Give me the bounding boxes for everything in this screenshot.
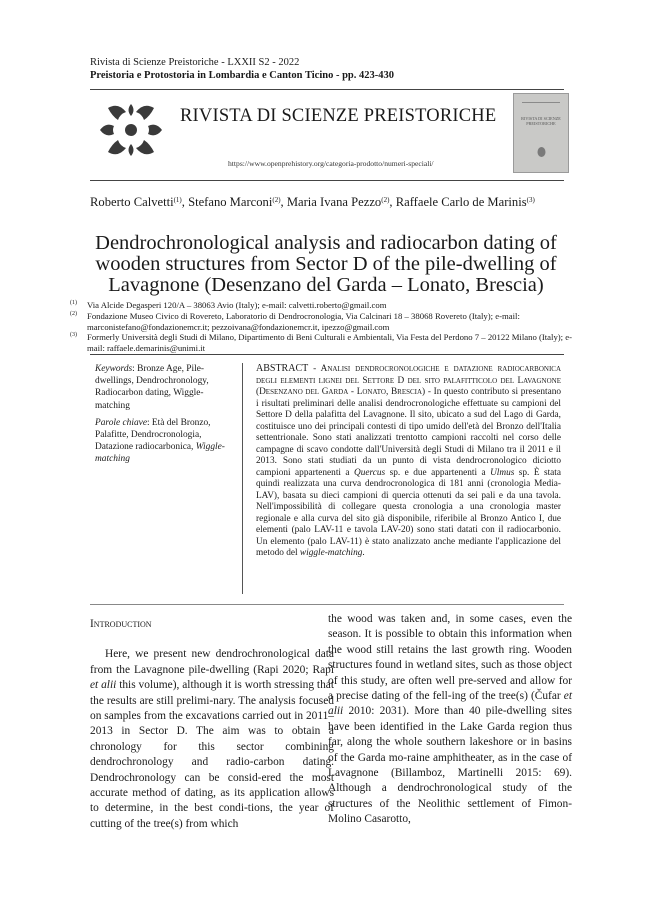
abstract-heading: - Analisi dendrocronologiche e datazione radiocarbonica degli elementi lignei del Settore D del sito palafitticolo del Lavagnone (Desenzano del Garda - Lonato, Brescia) <box>256 364 561 397</box>
author-mark: (2) <box>381 196 390 204</box>
author-mark: (3) <box>526 196 535 204</box>
affiliation <box>70 332 582 354</box>
affiliation-number: (2) <box>70 310 77 317</box>
abstract-block <box>256 363 561 560</box>
keywords-text: : Bronze Age, Pile-dwellings, Dendrochronology, Radiocarbon dating, Wiggle-matching <box>95 364 209 411</box>
ornamental-knot-logo-icon <box>96 100 166 160</box>
affiliation <box>70 300 582 311</box>
body-etalii: et alii <box>328 690 572 718</box>
abstract-text: sp. È stata quindi realizzata una curva dendrocronologica di 181 anni (cronologia Media-LAV), basata su dieci campioni di quercia ottenuti da sei pali e da una tavola. Nell'impossibilità di collegare questa cronologia a una cronologia master regionale e alla curva del sito già disponibile, riferibile al Bronzo Antico I, due elementi (palo LAV-11 e tavola LAV-20) sono stati datati con il radiocarbonio. Un elemento (palo LAV-11) è stato analizzato anche mediante l'applicazione del metodo del <box>256 467 561 558</box>
body-column-left <box>90 617 334 832</box>
affiliation <box>70 311 582 333</box>
cover-rule <box>522 102 560 103</box>
abstract-text: sp. e due appartenenti a <box>385 467 491 478</box>
cover-title: RIVISTA DI SCIENZE PREISTORICHE <box>521 116 561 126</box>
author-separator: , <box>181 195 189 209</box>
section-heading-introduction: Introduction <box>90 618 152 630</box>
body-text: 2010: 2031). More than 40 pile-dwelling sites have been identified in the Lake Garda region thus far, along the whole southern lakeshore or in basins of the Garda mo-raine amphitheater, as in the case of Lavagnone (Billamboz, Martinelli 2015: 69). Although a dendrochronological study of the structures of the Neolithic settlement of Fimon-Molino Casarotto, <box>328 705 572 826</box>
author-list <box>90 195 535 210</box>
author: Raffaele Carlo de Marinis <box>395 195 527 209</box>
abstract-text: - In questo contributo si presentano i risultati preliminari delle analisi dendrocronologiche effettuate su campioni del Settore D della palafitta del Lavagnone. Il sito, ubicato a sud del Lago di Garda, costituisce uno dei principali contesti di tipo umido dell'età del Bronzo dell'Italia settentrionale. Sono stati analizzati trentotto campioni raccolti nel corso delle campagne di scavo condotte dall'Università degli Studi di Milano tra il 2011 e il 2013. Sono stati studiati da un punto di vista dendrocronologico diciotto campioni appartenenti a <box>256 387 561 478</box>
abstract-quercus: Quercus <box>354 467 386 478</box>
abstract-ulmus: Ulmus <box>490 467 515 478</box>
affiliations <box>70 300 582 354</box>
abstract-top-rule <box>90 354 564 355</box>
abstract-label: ABSTRACT <box>256 363 309 374</box>
abstract-bottom-rule <box>90 604 564 605</box>
abstract-divider <box>242 363 243 594</box>
author-separator: , <box>280 195 287 209</box>
author: Roberto Calvetti <box>90 195 174 209</box>
keywords-it-italic: Wiggle-matching <box>95 442 225 465</box>
body-etalii: et alii <box>90 679 117 692</box>
keywords-italian <box>95 417 237 466</box>
journal-series-line: Preistoria e Protostoria in Lombardia e Canton Ticino - pp. 423-430 <box>90 70 395 81</box>
keywords-it-text: : Età del Bronzo, Palafitte, Dendrocronologia, Datazione radiocarbonica, <box>95 417 211 453</box>
author-mark: (1) <box>173 196 182 204</box>
body-paragraph <box>90 647 334 832</box>
masthead-title: RIVISTA DI SCIENZE PREISTORICHE <box>180 106 497 126</box>
author: Maria Ivana Pezzo <box>286 195 382 209</box>
journal-cover-thumbnail <box>513 93 569 173</box>
keywords-label: Keywords <box>95 364 133 374</box>
body-text: this volume), although it is worth stressing that the results are still prelimi-nary. The analysis focused on samples from the excavations carried out in 2011–2013 in Sector D. The aim was to obtain a chronology for this sector combining dendrochronology and radio-carbon dating. Dendrochronology can be consid-ered the most accurate method of dating, as its application allows to determine, in the best condi-tions, the year of cutting of the tree(s) from which <box>90 679 335 830</box>
author: Stefano Marconi <box>188 195 273 209</box>
body-paragraph <box>328 612 572 828</box>
keywords-english <box>95 363 237 412</box>
affiliation-number: (3) <box>70 332 77 339</box>
affiliation-text: Via Alcide Degasperi 120/A – 38063 Avio (Italy); e-mail: calvetti.roberto@gmail.com <box>87 300 387 310</box>
affiliation-text: Fondazione Museo Civico di Rovereto, Laboratorio di Dendrocronologia, Via Calcinari 18 – 38068 Rovereto (Italy); e-mail: marconistefano@fondazionemcr.it; pezzoivana@fondazionemcr.it, ipezzo@gmail.com <box>87 310 520 332</box>
paper-title: Dendrochronological analysis and radiocarbon dating of wooden structures from Sector D of the pile-dwelling of Lavagnone (Desenzano del Garda – Lonato, Brescia) <box>95 232 557 296</box>
affiliation-text: Formerly Università degli Studi di Milano, Dipartimento di Beni Culturali e Ambientali, Via Festa del Perdono 7 – 20122 Milano (Italy); e-mail: raffaele.demarinis@unimi.it <box>87 332 573 354</box>
affiliation-number: (1) <box>70 300 77 306</box>
keywords-block <box>95 363 237 471</box>
abstract-wiggle: wiggle-matching <box>299 548 363 558</box>
masthead-url[interactable]: https://www.openprehistory.org/categoria-prodotto/numeri-speciali/ <box>228 159 434 168</box>
journal-issue-line: Rivista di Scienze Preistoriche - LXXII S2 - 2022 <box>90 57 300 68</box>
author-separator: , <box>389 195 396 209</box>
author-mark: (2) <box>272 196 281 204</box>
abstract-end: . <box>362 548 365 558</box>
body-text: Here, we present new dendrochronological data from the Lavagnone pile-dwelling (Rapi 2020; Rapi <box>90 648 334 676</box>
keywords-it-label: Parole chiave <box>95 417 147 428</box>
masthead-top-rule <box>90 89 564 90</box>
body-column-right <box>328 612 572 828</box>
masthead-bottom-rule <box>90 180 564 181</box>
body-text: the wood was taken and, in some cases, even the season. It is possible to obtain this information when the wood still retains the last growth ring. Wooden structures found in wetland sites, such as those object of this study, are often well pre-served and allow for a precise dating of the fell-ing of the tree(s) (Čufar <box>328 613 572 703</box>
cover-emblem-icon <box>536 146 547 158</box>
